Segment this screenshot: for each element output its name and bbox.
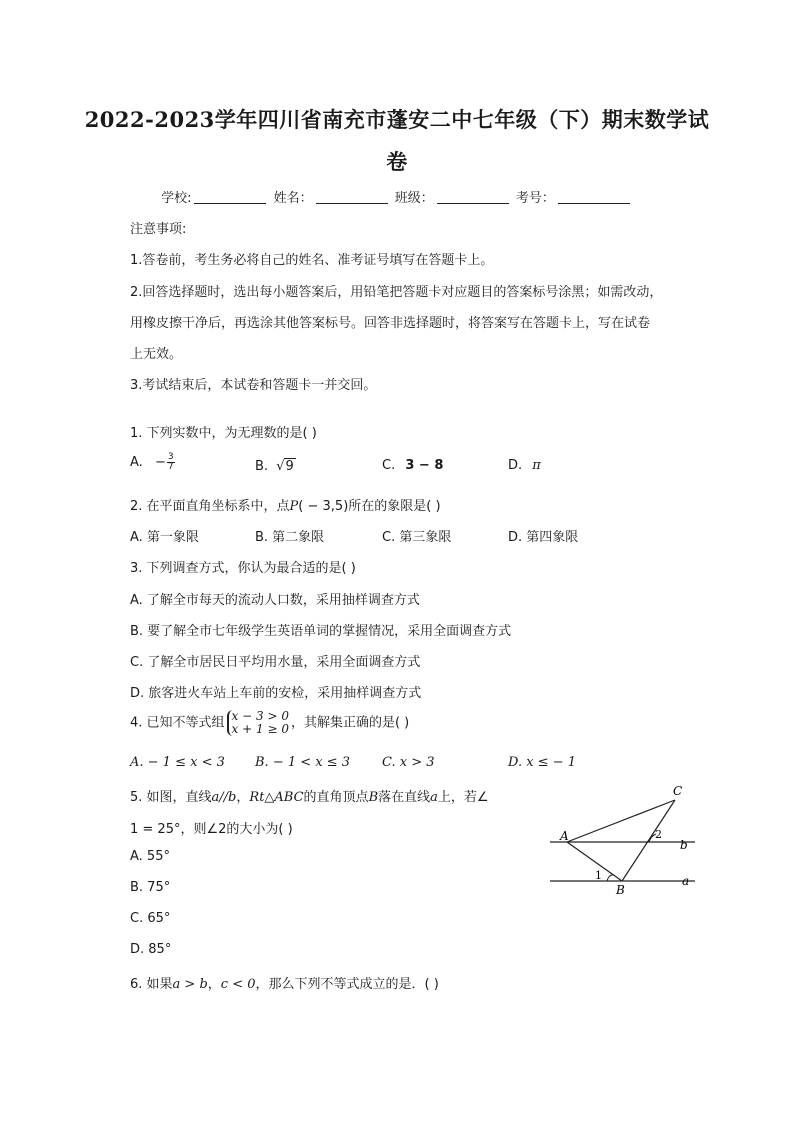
q3-option-d[interactable]: D. 旅客进火车站上车前的安检，采用抽样调查方式 <box>130 686 422 701</box>
label-line-a: a <box>682 874 690 888</box>
label-angle-2: 2 <box>655 828 662 841</box>
class-blank[interactable] <box>437 189 509 204</box>
q1-d-label: D. <box>508 458 523 473</box>
name-blank[interactable] <box>316 189 388 204</box>
q1-option-d[interactable] <box>508 458 541 473</box>
q2-stem-post: 所在的象限是( ) <box>348 499 441 514</box>
q4-inequality-2: x + 1 ≥ 0 <box>231 722 289 736</box>
q2-coords: ( − 3,5) <box>298 499 349 514</box>
q5-sep: ， <box>236 790 250 805</box>
label-line-b: b <box>680 838 688 852</box>
note-1: 1.答卷前，考生务必将自己的姓名、准考证号填写在答题卡上。 <box>130 253 494 268</box>
q5-option-c[interactable]: C. 65° <box>130 911 171 926</box>
q6-condition-1: a > b <box>172 977 208 992</box>
q4-option-a[interactable]: A. − 1 ≤ x < 3 <box>130 755 225 770</box>
q3-option-c[interactable]: C. 了解全市居民日平均用水量，采用全面调查方式 <box>130 655 421 670</box>
question-6-stem <box>130 973 439 992</box>
question-3-stem: 3. 下列调查方式，你认为最合适的是( ) <box>130 561 356 576</box>
student-info-row <box>0 187 794 206</box>
q1-b-label: B. <box>255 459 269 474</box>
q4-inequality-1: x − 3 > 0 <box>231 709 289 723</box>
q1-b-radicand: 9 <box>285 459 294 474</box>
q5-parallel: a//b <box>211 790 237 805</box>
q1-option-c[interactable] <box>382 458 443 473</box>
q6-condition-2: c < 0 <box>220 977 256 992</box>
q1-a-label: A. <box>130 455 143 470</box>
label-angle-1: 1 <box>595 869 602 882</box>
q1-a-fraction <box>167 453 175 472</box>
class-label: 班级： <box>394 191 434 206</box>
q5-option-a[interactable]: A. 55° <box>130 849 170 864</box>
q4-stem-pre: 4. 已知不等式组 <box>130 715 225 731</box>
question-5-stem-line2: 1 = 25°，则∠2的大小为( ) <box>130 822 293 837</box>
q5-stem-post: 上，若∠ <box>437 790 489 805</box>
exam-title-line1: 2022-2023学年四川省南充市蓬安二中七年级（下）期末数学试 <box>84 107 710 132</box>
exam-number-label: 考号： <box>515 191 555 206</box>
q1-a-numerator: 3 <box>167 452 174 462</box>
q1-a-sign: − <box>154 455 166 470</box>
question-2-stem <box>130 495 441 514</box>
q5-geometry-figure <box>545 780 705 895</box>
q2-option-d[interactable]: D. 第四象限 <box>508 530 579 545</box>
q2-option-b[interactable]: B. 第二象限 <box>255 530 325 545</box>
q5-vertex-b: B <box>368 790 379 805</box>
q4-stem-post: ，其解集正确的是( ) <box>290 715 410 731</box>
q5-mid3: 落在直线 <box>378 790 431 805</box>
school-label: 学校: <box>161 191 192 206</box>
question-1-stem: 1. 下列实数中，为无理数的是( ) <box>130 426 317 441</box>
name-label: 姓名： <box>273 191 313 206</box>
exam-number-blank[interactable] <box>558 189 630 204</box>
segment-bc <box>622 800 675 881</box>
q2-option-c[interactable]: C. 第三象限 <box>382 530 452 545</box>
q4-option-d[interactable]: D. x ≤ − 1 <box>508 755 577 770</box>
exam-title-line2: 卷 <box>386 149 408 174</box>
q2-option-a[interactable]: A. 第一象限 <box>130 530 199 545</box>
q1-c-value: 3 − 8 <box>405 458 444 473</box>
angle-1-arc <box>607 875 614 881</box>
q2-point: P <box>289 499 299 514</box>
q1-a-denominator: 7 <box>167 462 174 472</box>
label-C: C <box>673 784 683 798</box>
q1-d-value: π <box>532 458 541 473</box>
q1-option-b[interactable] <box>255 458 296 474</box>
q5-line-a: a <box>430 790 438 805</box>
q5-option-b[interactable]: B. 75° <box>130 880 171 895</box>
note-2-line2: 用橡皮擦干净后，再选涂其他答案标号。回答非选择题时，将答案写在答题卡上，写在试卷 <box>130 316 651 331</box>
q6-stem-post: ，那么下列不等式成立的是．( ) <box>255 977 439 992</box>
q5-option-d[interactable]: D. 85° <box>130 942 172 957</box>
q6-stem-pre: 6. 如果 <box>130 977 173 992</box>
q4-option-b[interactable]: B. − 1 < x ≤ 3 <box>255 755 351 770</box>
note-3: 3.考试结束后，本试卷和答题卡一并交回。 <box>130 378 377 393</box>
question-5-stem-line1 <box>130 786 489 805</box>
q5-triangle: Rt△ABC <box>249 790 304 805</box>
q3-option-a[interactable]: A. 了解全市每天的流动人口数，采用抽样调查方式 <box>130 593 420 608</box>
notes-heading: 注意事项: <box>130 222 187 237</box>
radical-sign: √ <box>276 459 285 474</box>
question-4-stem <box>130 710 409 736</box>
label-B: B <box>616 883 625 895</box>
note-2-line1: 2.回答选择题时，选出每小题答案后，用铅笔把答题卡对应题目的答案标号涂黑；如需改动， <box>130 285 663 300</box>
q5-mid2: 的直角顶点 <box>303 790 369 805</box>
label-A: A <box>560 829 569 843</box>
q3-option-b[interactable]: B. 要了解全市七年级学生英语单词的掌握情况，采用全面调查方式 <box>130 624 512 639</box>
note-2-line3: 上无效。 <box>130 347 183 362</box>
q5-stem-pre: 5. 如图，直线 <box>130 790 212 805</box>
q1-c-label: C. <box>382 458 396 473</box>
school-blank[interactable] <box>194 189 266 204</box>
q6-sep: ， <box>207 977 221 992</box>
q2-stem-pre: 2. 在平面直角坐标系中，点 <box>130 499 290 514</box>
q4-inequality-system <box>227 710 289 736</box>
q4-option-c[interactable]: C. x > 3 <box>382 755 435 770</box>
q1-option-a[interactable] <box>130 453 176 472</box>
